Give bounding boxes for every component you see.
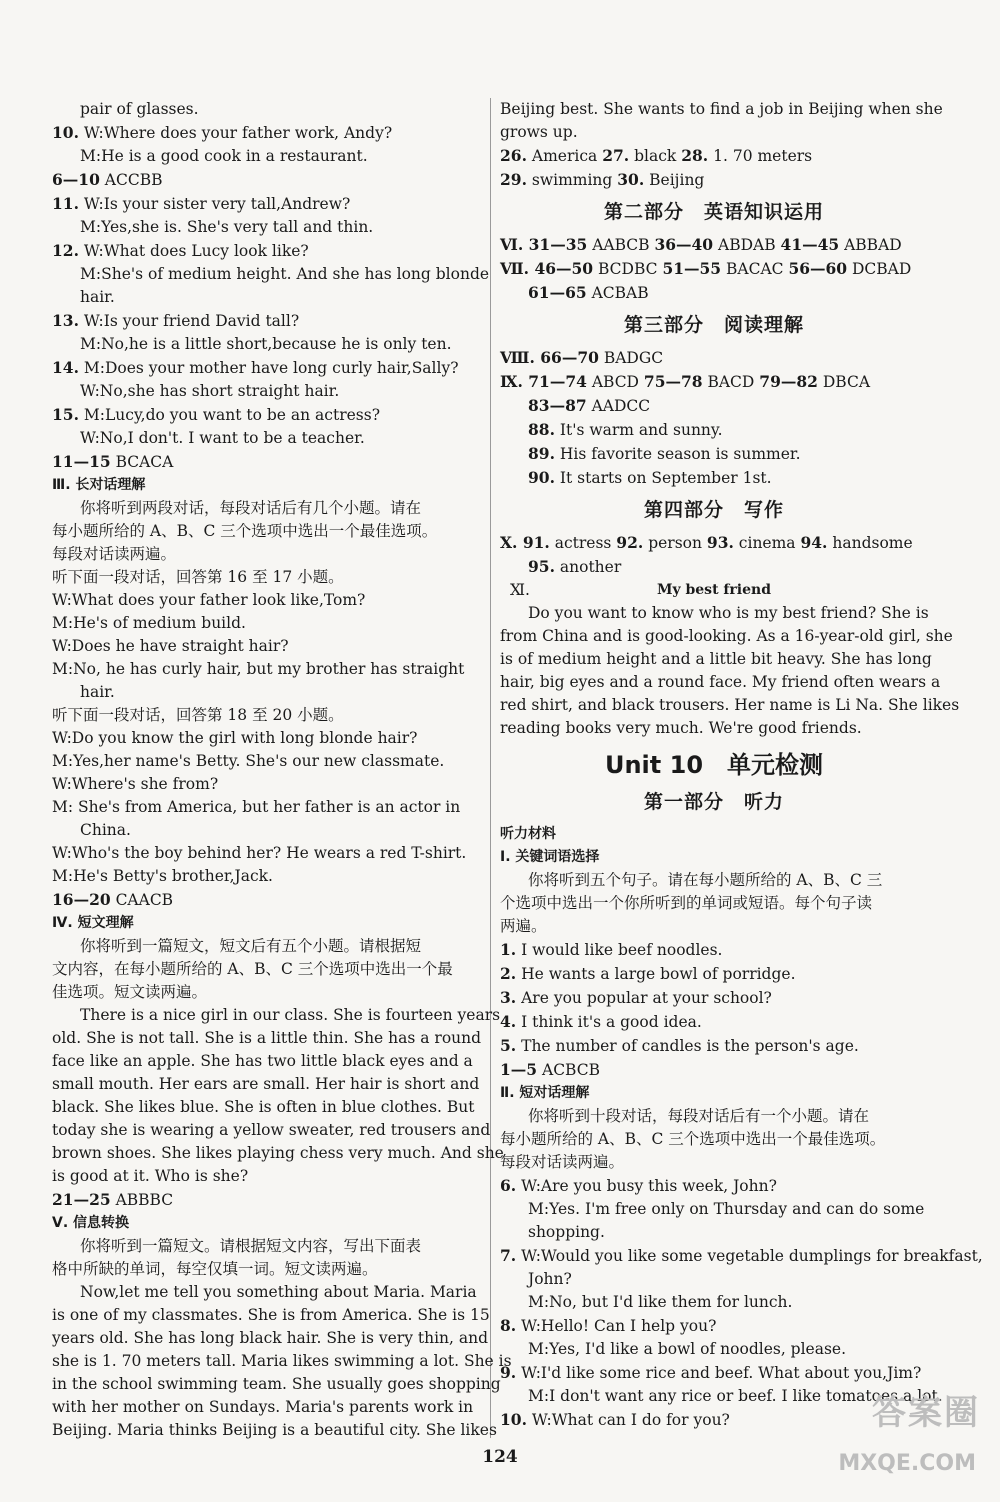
text-line [500,257,928,281]
question-number: Ⅹ. [500,533,523,552]
text-line [52,98,480,121]
line-text: Ⅳ. 短文理解 [52,915,134,931]
text-line [52,1004,501,1027]
essay-header [500,579,928,602]
line-text: There is a nice girl in our class. She is fourteen years [80,1006,501,1024]
line-text: cinema [733,534,801,552]
question-number: 6—10 [52,170,100,189]
text-line [52,543,480,566]
text-line [52,612,480,635]
line-text: M:He's Betty's brother,Jack. [52,867,273,885]
line-text: Beijing. Maria thinks Beijing is a beautiful city. She likes [52,1421,497,1439]
question-number: 31—35 [528,235,588,254]
part4-title: 第四部分 写作 [643,499,784,521]
text-line [500,823,928,846]
text-line [52,1096,480,1119]
text-line [500,168,928,192]
page-number: 124 [482,1447,518,1467]
question-number: 4. [500,1012,517,1031]
line-text: in the school swimming team. She usually goes shopping [52,1375,501,1393]
text-line [52,380,480,403]
text-line [500,418,928,442]
line-text: CAACB [110,891,174,909]
text-line [52,727,480,750]
text-line [52,635,480,658]
text-line [500,442,928,466]
line-text: W:No,I don't. I want to be a teacher. [80,429,365,447]
text-line [500,1338,928,1361]
text-line [500,846,928,869]
line-text: Ⅲ. 长对话理解 [52,477,146,493]
line-text: W:Is your friend David tall? [78,312,300,330]
text-line [52,333,480,356]
text-line [52,1258,480,1281]
text-line [500,370,928,394]
text-line [500,233,928,257]
question-number: 26. [500,146,527,165]
text-line [52,1027,480,1050]
line-text: black [629,147,682,165]
question-number: 7. [500,1246,517,1265]
question-number: 75—78 [643,372,703,391]
line-text: W:Hello! Can I help you? [516,1317,717,1335]
line-text: BADGC [598,349,664,367]
line-text: M:He's of medium build. [52,614,246,632]
line-text: ABDAB [713,236,781,254]
line-text: ABBBC [110,1191,174,1209]
text-line [500,962,928,986]
line-text: W:Where's she from? [52,775,219,793]
line-text: from China and is good-looking. As a 16-year-old girl, she [500,627,953,645]
question-number: 11. [52,194,79,213]
text-line [500,1221,928,1244]
question-number: 5. [500,1036,517,1055]
line-text: DCBAD [847,260,912,278]
text-line [500,1361,928,1385]
line-text: AADCC [586,397,651,415]
question-number: 41—45 [780,235,840,254]
question-number: 21—25 [52,1190,111,1209]
line-text: ACBCB [537,1061,600,1079]
part1-title: 第一部分 听力 [643,791,784,813]
text-line [52,958,480,981]
text-line [52,145,480,168]
watermark-en: MXQE.COM [838,1451,976,1476]
line-text: I would like beef noodles. [516,941,723,959]
line-text: I think it's a good idea. [516,1013,702,1031]
question-number: 56—60 [788,259,848,278]
line-text: Now,let me tell you something about Maria. Maria [80,1283,477,1301]
text-line [500,625,953,648]
line-text: old. She is not tall. She is a little thin. She has a round [52,1029,482,1047]
line-text: ABBAD [839,236,902,254]
text-line [500,1058,928,1082]
line-text: hair. [80,288,115,306]
question-number: Ⅷ. [500,348,541,367]
text-line [52,773,480,796]
line-text: W:Do you know the girl with long blonde hair? [52,729,418,747]
line-text: 你将听到一篇短文，短文后有五个小题。请根据短 [80,937,422,955]
line-text: W:Does he have straight hair? [52,637,289,655]
line-text: Do you want to know who is my best friend? She is [528,604,929,622]
text-line [52,450,480,474]
text-line [500,986,928,1010]
line-text: M: She's from America, but her father is an actor in [52,798,461,816]
line-text: 个选项中选出一个你所听到的单词或短语。每个句子读 [500,894,873,912]
text-line [500,602,928,625]
line-text: M:Yes,her name's Betty. She's our new classmate. [52,752,445,770]
text-line [52,239,480,263]
text-line [52,796,480,819]
question-number: 8. [500,1316,517,1335]
question-number: 11—15 [52,452,111,471]
question-number: 27. [602,146,630,165]
right-column [500,98,983,1432]
line-text: person [643,534,707,552]
question-number: 51—55 [662,259,722,278]
line-text: Ⅴ. 信息转换 [52,1215,130,1231]
text-line [52,1050,480,1073]
question-number: 94. [800,533,828,552]
text-line [500,694,960,717]
line-text: she is 1. 70 meters tall. Maria likes swimming a lot. She is [52,1352,512,1370]
line-text: His favorite season is summer. [554,445,801,463]
text-line [52,912,480,935]
line-text: John? [528,1270,572,1288]
line-text: 每小题所给的 A、B、C 三个选项中选出一个最佳选项。 [52,522,438,540]
essay-title: My best friend [656,582,772,598]
text-line [500,892,928,915]
line-text: shopping. [528,1223,605,1241]
line-text: M:No, he has curly hair, but my brother has straight [52,660,465,678]
text-line [52,121,480,145]
line-text: M:No, but I'd like them for lunch. [528,1293,793,1311]
line-text: small mouth. Her ears are small. Her hair is short and [52,1075,480,1093]
text-line [500,1034,928,1058]
text-line [500,1244,983,1268]
text-line [52,474,480,497]
text-line [52,589,480,612]
text-line [52,1119,491,1142]
line-text: reading books very much. We're good friends. [500,719,862,737]
essay-label: Ⅺ. [510,581,530,599]
text-line [52,356,480,380]
text-line [500,98,943,121]
watermark-cn: 答案圈 [872,1393,980,1433]
question-number: 89. [528,444,555,463]
text-line [52,935,480,958]
question-number: 95. [528,557,555,576]
line-text: 你将听到五个句子。请在每小题所给的 A、B、C 三 [528,871,883,889]
text-line [52,704,480,727]
line-text: W:Who's the boy behind her? He wears a red T-shirt. [52,844,467,862]
line-text: DBCA [817,373,871,391]
left-column [52,98,512,1442]
line-text: W:Is your sister very tall,Andrew? [78,195,351,213]
line-text: W:Would you like some vegetable dumplings for breakfast, [516,1247,983,1265]
text-line [52,497,480,520]
text-line [52,520,480,543]
line-text: hair, big eyes and a round face. My friend often wears a [500,673,941,691]
text-line [500,717,928,740]
line-text: swimming [526,171,618,189]
text-line [500,1151,928,1174]
line-text: face like an apple. She has two little black eyes and a [52,1052,473,1070]
text-line [52,865,480,888]
text-line [52,1212,480,1235]
text-line [52,168,480,192]
line-text: 每段对话读两遍。 [52,545,177,563]
text-line [500,555,928,579]
question-number: 28. [681,146,709,165]
line-text: handsome [827,534,913,552]
question-number: 83—87 [528,396,587,415]
line-text: Beijing [644,171,705,189]
line-text: ACCBB [99,171,163,189]
part2-title: 第二部分 英语知识运用 [603,201,824,223]
line-text: 听下面一段对话，回答第 18 至 20 小题。 [52,706,344,724]
text-line [500,1010,928,1034]
question-number: 1. [500,940,517,959]
question-number: 61—65 [528,283,587,302]
text-line [52,1396,480,1419]
line-text: M:Does your mother have long curly hair,Sally? [78,359,459,377]
line-text: 每段对话读两遍。 [500,1153,625,1171]
text-line [500,915,928,938]
line-text: today she is wearing a yellow sweater, red trousers and [52,1121,491,1139]
question-number: 66—70 [540,348,599,367]
line-text: W:What does Lucy look like? [78,242,309,260]
text-line [52,1188,480,1212]
question-number: 3. [500,988,517,1007]
line-text: It starts on September 1st. [554,469,772,487]
line-text: pair of glasses. [80,100,199,118]
text-line [500,1291,928,1314]
line-text: Ⅱ. 短对话理解 [500,1085,590,1101]
question-number: 2. [500,964,517,983]
line-text: He wants a large bowl of porridge. [516,965,796,983]
question-number: 88. [528,420,555,439]
line-text: M:No,he is a little short,because he is only ten. [80,335,452,353]
text-line [500,121,928,144]
line-text: BCDBC [593,260,663,278]
text-line [500,1198,928,1221]
line-text: M:She's of medium height. And she has long blonde [80,265,490,283]
text-line [52,658,480,681]
question-number: 30. [617,170,645,189]
line-text: M:Yes. I'm free only on Thursday and can do some [528,1200,925,1218]
text-line [500,281,928,305]
line-text: 两遍。 [500,917,547,935]
question-number: 9. [500,1363,517,1382]
text-line [52,309,480,333]
line-text: 每小题所给的 A、B、C 三个选项中选出一个最佳选项。 [500,1130,886,1148]
text-line [52,888,480,912]
watermark-logo [836,1393,986,1492]
line-text: M:Yes, I'd like a bowl of noodles, please. [528,1340,847,1358]
line-text: actress [549,534,617,552]
question-number: 12. [52,241,79,260]
text-line [500,938,928,962]
question-number: 16—20 [52,890,111,909]
question-number: 90. [528,468,555,487]
line-text: 你将听到十段对话，每段对话后有一个小题。请在 [528,1107,870,1125]
line-text: 佳选项。短文读两遍。 [52,983,208,1001]
unit-title: Unit 10 单元检测 [604,751,824,779]
text-line [500,869,928,892]
line-text: black. She likes blue. She is often in blue clothes. But [52,1098,475,1116]
line-text: W:What can I do for you? [526,1411,730,1429]
line-text: hair. [80,683,115,701]
question-number: 6. [500,1176,517,1195]
line-text: W:Where does your father work, Andy? [78,124,393,142]
line-text: China. [80,821,131,839]
question-number: 10. [52,123,79,142]
line-text: BACD [702,373,760,391]
text-line [52,1327,489,1350]
line-text: is of medium height and a little bit heavy. She has long [500,650,932,668]
question-number: 92. [616,533,644,552]
question-number: Ⅵ. [500,235,529,254]
line-text: W:No,she has short straight hair. [80,382,340,400]
column-divider [490,98,491,1438]
text-line [52,566,480,589]
line-text: 格中所缺的单词，每空仅填一词。短文读两遍。 [52,1260,378,1278]
text-line [52,192,480,216]
line-text: W:Are you busy this week, John? [516,1177,777,1195]
line-text: BCACA [110,453,174,471]
text-line [500,346,928,370]
text-line [52,286,480,309]
line-text: another [554,558,622,576]
line-text: BACAC [721,260,789,278]
line-text: 听力材料 [500,826,556,842]
question-number: 71—74 [528,372,587,391]
line-text: brown shoes. She likes playing chess very much. And she [52,1144,504,1162]
text-line [52,981,480,1004]
line-text: M:I don't want any rice or beef. I like tomatoes a lot. [528,1387,943,1405]
text-line [52,1142,504,1165]
line-text: 听下面一段对话，回答第 16 至 17 小题。 [52,568,344,586]
text-line [500,144,928,168]
text-line [500,1174,928,1198]
line-text: M:He is a good cook in a restaurant. [80,147,368,165]
text-line [500,1314,928,1338]
question-number: 13. [52,311,79,330]
line-text: 你将听到两段对话，每段对话后有几个小题。请在 [80,499,422,517]
line-text: ACBAB [586,284,649,302]
text-line [52,1350,512,1373]
text-line [52,216,480,239]
text-line [500,394,928,418]
question-number: Ⅸ. [500,372,529,391]
question-number: 93. [706,533,734,552]
line-text: ABCD [586,373,644,391]
text-line [52,681,480,704]
text-line [52,427,480,450]
line-text: Ⅰ. 关键词语选择 [500,849,600,865]
text-line [52,819,480,842]
line-text: It's warm and sunny. [554,421,723,439]
line-text: M:Lucy,do you want to be an actress? [78,406,381,424]
question-number: 10. [500,1410,527,1429]
text-line [500,1082,928,1105]
question-number: 46—50 [534,259,594,278]
line-text: red shirt, and black trousers. Her name is Li Na. She likes [500,696,960,714]
text-line [52,1373,501,1396]
part3-title: 第三部分 阅读理解 [623,314,804,336]
line-text: The number of candles is the person's age. [516,1037,859,1055]
line-text: 你将听到一篇短文。请根据短文内容，写出下面表 [80,1237,422,1255]
text-line [500,466,928,490]
line-text: years old. She has long black hair. She is very thin, and [52,1329,489,1347]
text-line [52,1165,480,1188]
line-text: America [526,147,603,165]
line-text: 1. 70 meters [708,147,813,165]
line-text: M:Yes,she is. She's very tall and thin. [80,218,374,236]
text-line [52,750,480,773]
text-line [500,1128,928,1151]
question-number: 91. [522,533,550,552]
line-text: is one of my classmates. She is from America. She is 15 [52,1306,490,1324]
text-line [52,1419,497,1442]
text-line [52,1304,490,1327]
text-line [500,648,932,671]
text-line [52,263,490,286]
text-line [52,1235,480,1258]
text-line [52,1281,480,1304]
question-number: 15. [52,405,79,424]
question-number: 29. [500,170,527,189]
line-text: with her mother on Sundays. Maria's parents work in [52,1398,474,1416]
text-line [500,671,941,694]
line-text: Are you popular at your school? [516,989,772,1007]
question-number: 14. [52,358,79,377]
question-number: Ⅶ. [500,259,535,278]
line-text: W:I'd like some rice and beef. What about you,Jim? [516,1364,922,1382]
text-line [500,1105,928,1128]
line-text: 文内容，在每小题所给的 A、B、C 三个选项中选出一个最 [52,960,453,978]
question-number: 36—40 [654,235,714,254]
line-text: W:What does your father look like,Tom? [52,591,366,609]
question-number: 1—5 [500,1060,538,1079]
text-line [52,1073,480,1096]
question-number: 79—82 [759,372,818,391]
line-text: Beijing best. She wants to find a job in Beijing when she [500,100,943,118]
text-line [500,531,928,555]
line-text: is good at it. Who is she? [52,1167,249,1185]
text-line [52,842,480,865]
text-line [500,1268,928,1291]
line-text: AABCB [587,236,655,254]
text-line [52,403,480,427]
line-text: grows up. [500,123,578,141]
